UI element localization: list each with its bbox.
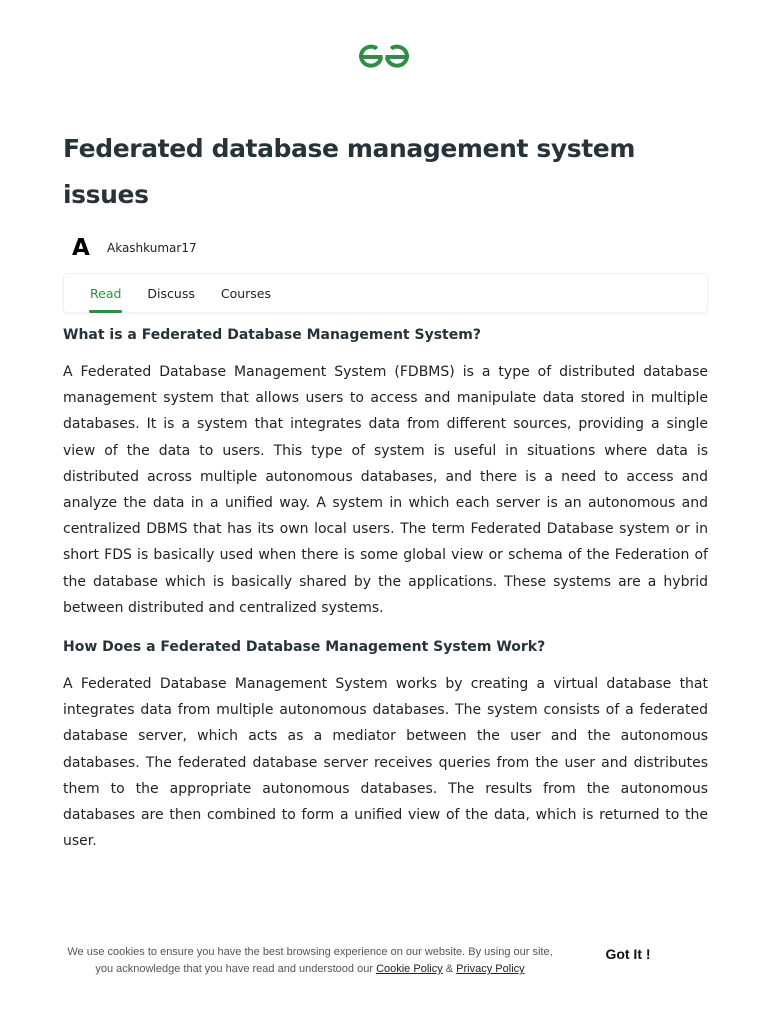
article-tabs [63,273,708,313]
cookie-banner [0,940,768,980]
cookie-policy-link[interactable]: Cookie Policy [376,963,443,975]
cookie-message-line2: you acknowledge that you have read and understood our [95,963,373,975]
section-paragraph-how-fdbms-works: A Federated Database Management System works by creating a virtual database that integrates data from multiple autonomous databases. The system consists of a federated database server, which acts as a mediator between the user and the autonomous databases. The federated database server receives queries from the user and distributes them to the appropriate autonomous databases. The results from the autonomous databases are then combined to form a unified view of the data, which is returned to the user. [63,676,708,850]
section-heading-what-is-fdbms: What is a Federated Database Management System? [63,327,481,343]
page-title: Federated database management system issues [63,134,635,209]
privacy-policy-link[interactable]: Privacy Policy [456,963,525,975]
article [63,126,708,854]
tab-discuss[interactable]: Discuss [147,285,195,301]
site-header [0,40,768,80]
tab-courses[interactable]: Courses [220,285,272,301]
section-heading-how-fdbms-works: How Does a Federated Database Management System Work? [63,639,546,656]
cookie-message [60,944,560,978]
author-row [63,233,708,263]
logo-link[interactable] [359,40,409,80]
tab-read[interactable]: Read [90,274,121,312]
cookie-ampersand: & [445,963,454,975]
got-it-button[interactable]: Got It ! [605,946,651,962]
cookie-message-line1: We use cookies to ensure you have the best browsing experience on our website. By using our site, [67,946,553,958]
section-paragraph-what-is-fdbms: A Federated Database Management System (FDBMS) is a type of distributed database management system that allows users to access and manipulate data stored in multiple databases. It is a system that integrates data from different sources, providing a single view of the data to users. This type of system is useful in situations where data is distributed across multiple autonomous databases, and there is a need to access and analyze the data in a unified way. A system in which each server is an autonomous and centralized DBMS that has its own local users. The term Federated Database system or in short FDS is basically used when there is some global view or schema of the Federation of the database which is basically shared by the applications. These systems are a hybrid between distributed and centralized systems. [63,364,708,616]
geeksforgeeks-logo-icon [359,40,409,70]
author-name-link[interactable]: Akashkumar17 [107,241,197,255]
avatar: A [72,235,90,261]
